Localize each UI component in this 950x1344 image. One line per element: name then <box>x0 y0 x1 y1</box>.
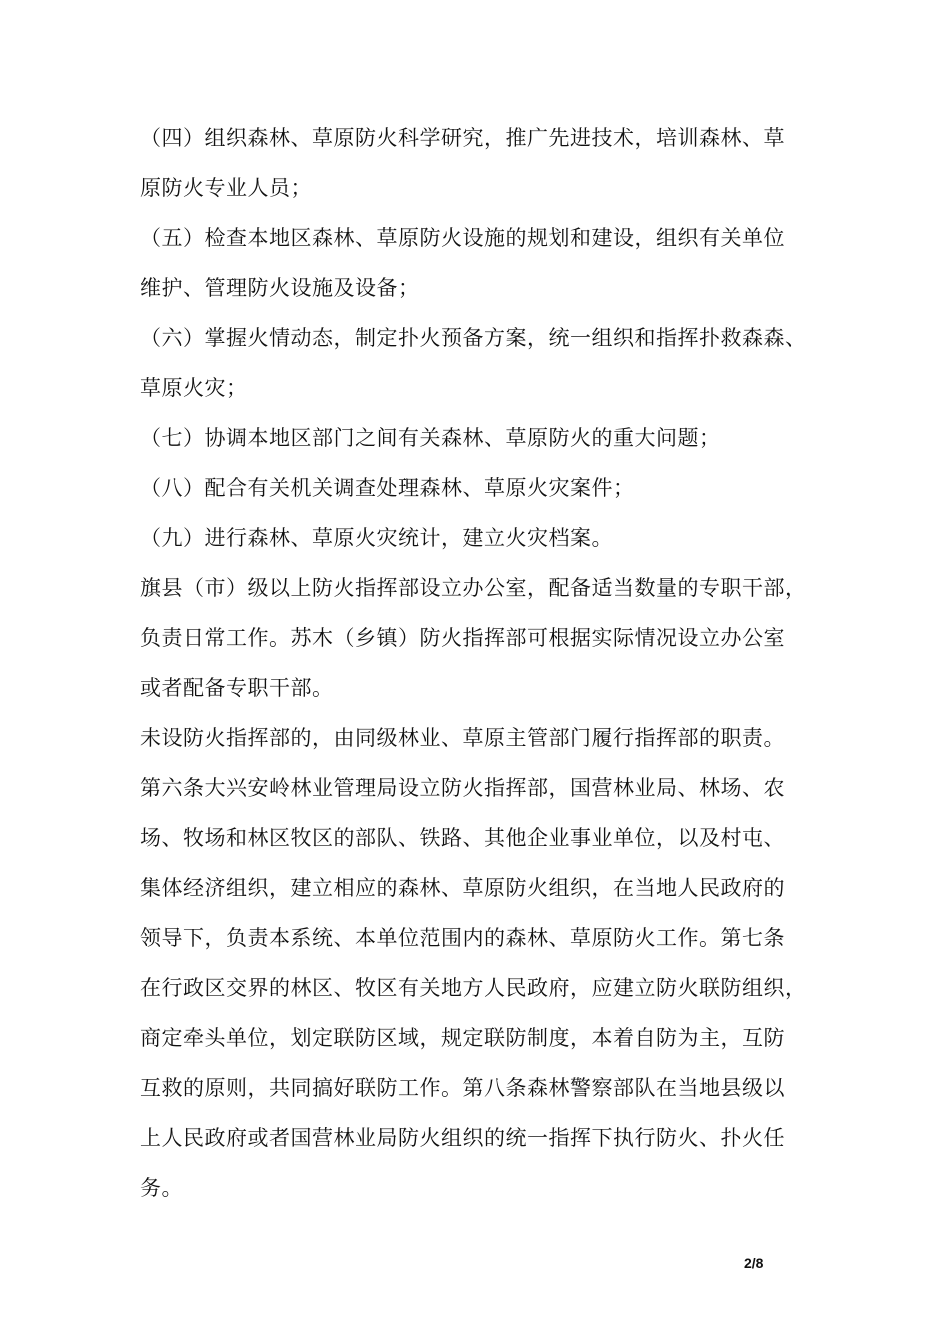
paragraph-item-8 <box>140 463 830 513</box>
text-line: （六）掌握火情动态，制定扑火预备方案，统一组织和指挥扑救森森、 <box>140 326 807 350</box>
text-line: 商定牵头单位，划定联防区域，规定联防制度，本着自防为主，互防 <box>140 1026 785 1050</box>
text-line: 互救的原则，共同搞好联防工作。第八条森林警察部队在当地县级以 <box>140 1076 785 1100</box>
text-line: 或者配备专职干部。 <box>140 676 334 700</box>
paragraph-item-6 <box>140 313 830 413</box>
text-line: （七）协调本地区部门之间有关森林、草原防火的重大问题； <box>140 426 721 450</box>
text-line: 未设防火指挥部的，由同级林业、草原主管部门履行指挥部的职责。 <box>140 726 785 750</box>
paragraph-article-6-8 <box>140 763 830 1213</box>
text-line: 领导下，负责本系统、本单位范围内的森林、草原防火工作。第七条 <box>140 926 785 950</box>
paragraph-item-5 <box>140 213 830 313</box>
paragraph-item-9 <box>140 513 830 563</box>
text-line: 场、牧场和林区牧区的部队、铁路、其他企业事业单位，以及村屯、 <box>140 826 785 850</box>
text-line: 第六条大兴安岭林业管理局设立防火指挥部，国营林业局、林场、农 <box>140 776 785 800</box>
text-line: 上人民政府或者国营林业局防火组织的统一指挥下执行防火、扑火任 <box>140 1126 785 1150</box>
text-line: （五）检查本地区森林、草原防火设施的规划和建设，组织有关单位 <box>140 226 785 250</box>
text-line: 集体经济组织，建立相应的森林、草原防火组织，在当地人民政府的 <box>140 876 785 900</box>
paragraph-no-command <box>140 713 830 763</box>
text-line: 维护、管理防火设施及设备； <box>140 276 420 300</box>
text-line: （八）配合有关机关调查处理森林、草原火灾案件； <box>140 476 635 500</box>
document-body <box>140 113 830 1213</box>
text-line: 负责日常工作。苏木（乡镇）防火指挥部可根据实际情况设立办公室 <box>140 626 785 650</box>
text-line: （四）组织森林、草原防火科学研究，推广先进技术，培训森林、草 <box>140 126 785 150</box>
page-number: 2/8 <box>744 1255 764 1271</box>
text-line: 务。 <box>140 1176 183 1200</box>
text-line: 在行政区交界的林区、牧区有关地方人民政府，应建立防火联防组织， <box>140 976 807 1000</box>
paragraph-item-7 <box>140 413 830 463</box>
text-line: 旗县（市）级以上防火指挥部设立办公室，配备适当数量的专职干部， <box>140 576 807 600</box>
paragraph-item-4 <box>140 113 830 213</box>
text-line: 草原火灾； <box>140 376 248 400</box>
paragraph-office <box>140 563 830 713</box>
text-line: （九）进行森林、草原火灾统计，建立火灾档案。 <box>140 526 613 550</box>
text-line: 原防火专业人员； <box>140 176 312 200</box>
